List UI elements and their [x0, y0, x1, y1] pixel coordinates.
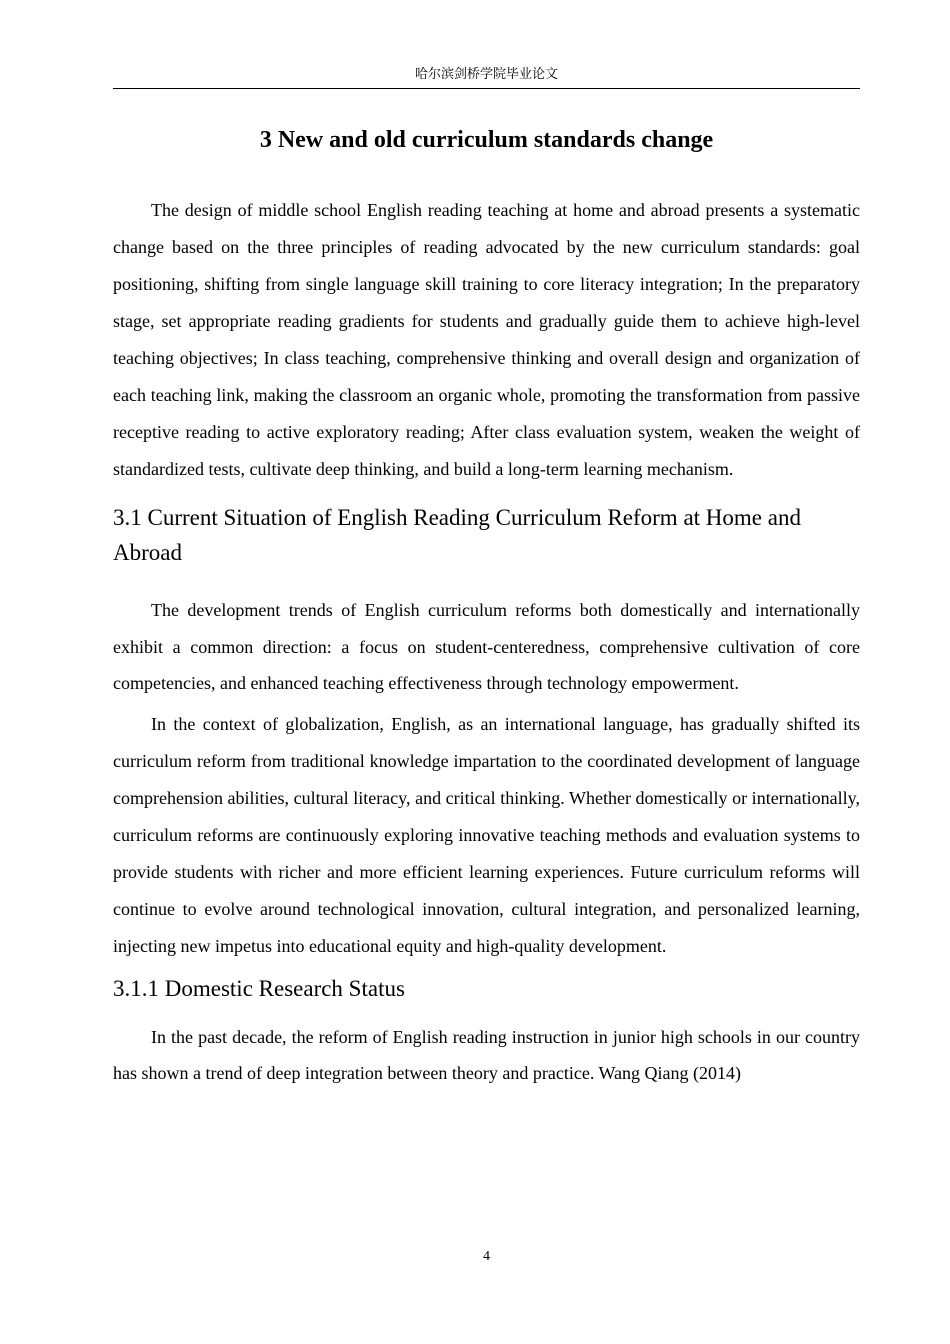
section-3-1-paragraph-2: In the context of globalization, English, as an international language, has gradually shifted its curriculum reform from traditional knowledge impartation to the coordinated development of language comprehension abilities, cultural literacy, and critical thinking. Whether domestically or internationally, curriculum reforms are continuously exploring innovative teaching methods and evaluation systems to provide students with richer and more efficient learning experiences. Future curriculum reforms will continue to evolve around technological innovation, cultural integration, and personalized learning, injecting new impetus into educational equity and high-quality development.	[113, 713, 860, 956]
spacer	[113, 1005, 860, 1019]
spacer	[113, 965, 860, 973]
spacer	[113, 488, 860, 500]
chapter-title: 3 New and old curriculum standards change	[259, 127, 714, 153]
section-heading-3-1: 3.1 Current Situation of English Reading Curriculum Reform at Home and Abroad	[113, 505, 801, 565]
header-rule	[113, 88, 860, 89]
running-header: 哈尔滨剑桥学院毕业论文	[414, 67, 558, 82]
chapter-intro-paragraph: The design of middle school English reading teaching at home and abroad presents a systematic change based on the three principles of reading advocated by the new curriculum standards: goal positioning, shifting from single language skill training to core literacy integration; In the preparatory stage, set appropriate reading gradients for students and gradually guide them to achieve high-level teaching objectives; In class teaching, comprehensive thinking and overall design and organization of each teaching link, making the classroom an organic whole, promoting the transformation from passive receptive reading to active exploratory reading; After class evaluation system, weaken the weight of standardized tests, cultivate deep thinking, and build a long-term learning mechanism.	[113, 200, 860, 479]
spacer	[113, 160, 860, 192]
spacer	[113, 570, 860, 592]
page-number: 4	[483, 1249, 490, 1264]
section-heading-3-1-1: 3.1.1 Domestic Research Status	[113, 975, 405, 1001]
section-3-1-paragraph-1: The development trends of English curriculum reforms both domestically and internationally exhibit a common direction: a focus on student-centeredness, comprehensive cultivation of core competencies, and enhanced teaching effectiveness through technology empowerment.	[113, 600, 860, 693]
page-content	[113, 120, 860, 1092]
section-3-1-1-paragraph: In the past decade, the reform of English reading instruction in junior high schools in our country has shown a trend of deep integration between theory and practice. Wang Qiang (2014)	[113, 1026, 860, 1083]
